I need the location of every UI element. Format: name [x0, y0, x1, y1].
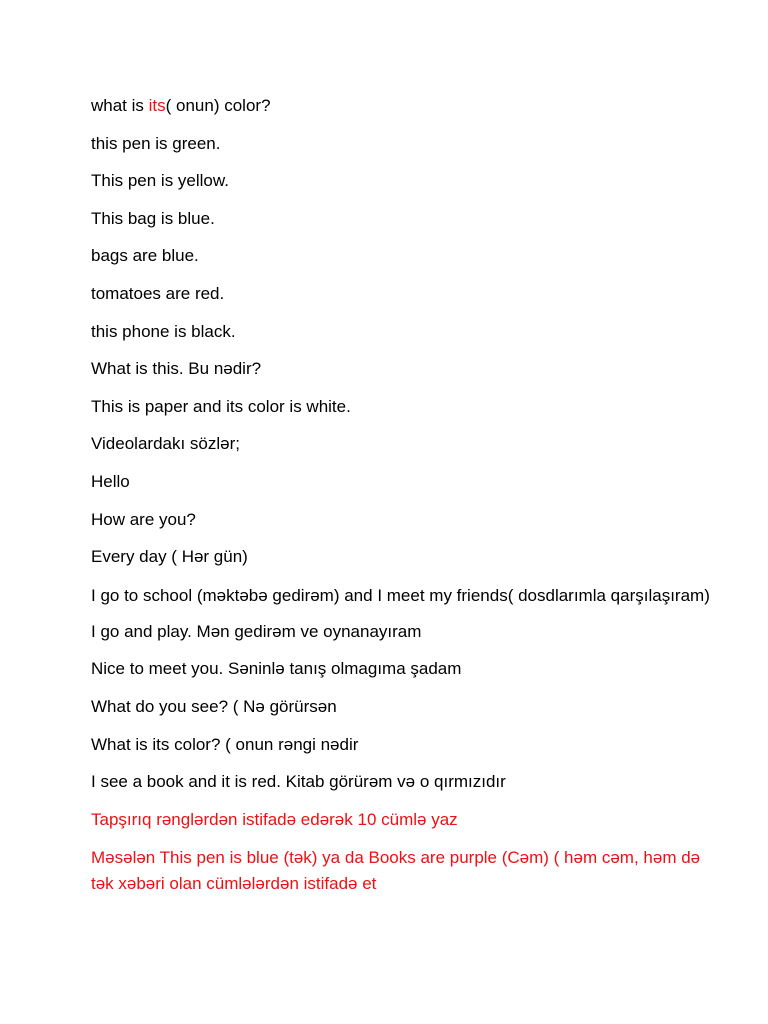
text-line: What is its color? ( onun rəngi nədir [91, 734, 359, 754]
line-text: what is [91, 96, 149, 115]
text-line: What is this. Bu nədir? [91, 359, 262, 379]
text-line: Hello [91, 471, 130, 491]
text-line: How are you? [91, 509, 196, 529]
text-line: I see a book and it is red. Kitab görürəm və o qırmızıdır [91, 772, 506, 792]
section-heading: Videolardakı sözlər; [91, 434, 240, 454]
text-line: this pen is green. [91, 133, 221, 153]
text-line: Nice to meet you. Səninlə tanış olmagıma şadam [91, 659, 462, 679]
text-line: I go to school (məktəbə gedirəm) and I meet my friends( dosdlarımla qarşılaşıram) [91, 585, 710, 605]
text-line: I go and play. Mən gedirəm ve oynanayıram [91, 621, 422, 641]
line-text: ( onun) color? [165, 96, 271, 115]
text-line: Every day ( Hər gün) [91, 547, 248, 567]
task-line: Tapşırıq rənglərdən istifadə edərək 10 cümlə yaz [91, 809, 458, 829]
text-line: This is paper and its color is white. [91, 396, 351, 416]
text-line: This pen is yellow. [91, 171, 229, 191]
text-line: This bag is blue. [91, 208, 215, 228]
text-line: bags are blue. [91, 246, 199, 266]
text-line: this phone is black. [91, 321, 236, 341]
text-line: What do you see? ( Nə görürsən [91, 696, 337, 716]
highlighted-word: its [148, 96, 166, 115]
document-body [91, 94, 711, 908]
text-line: tomatoes are red. [91, 283, 225, 303]
example-line: Məsələn This pen is blue (tək) ya da Books are purple (Cəm) ( həm cəm, həm də tək xəbəri olan cümlələrdən istifadə et [91, 848, 701, 894]
text-line-its-color [91, 94, 711, 118]
